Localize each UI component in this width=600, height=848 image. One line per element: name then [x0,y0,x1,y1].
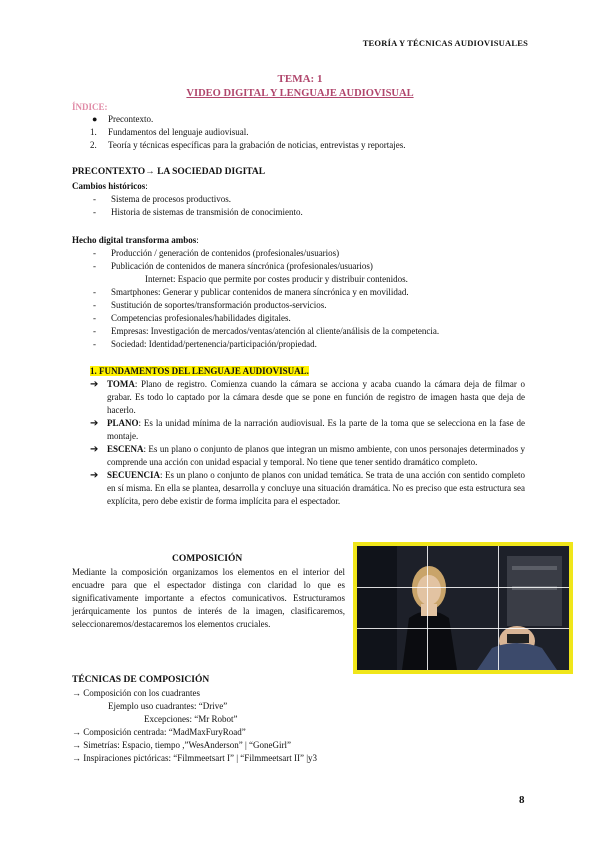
internet-note: Internet: Espacio que permite por costes producir y distribuir contenidos. [145,274,408,285]
page-number: 8 [519,794,525,806]
index-list [90,113,530,152]
list-item: - Publicación de contenidos de manera síncrónica (profesionales/usuarios) [93,261,373,272]
tecnica-line: Ejemplo uso cuadrantes: “Drive” [108,701,228,712]
list-item: - Producción / generación de contenidos (profesionales/usuarios) [93,248,340,258]
hecho-label: Hecho digital transforma ambos: [72,235,199,245]
tecnica-line: → Simetrías: Espacio, tiempo ,”WesAnderson” | “GoneGirl” [72,740,292,751]
chapter-title: VIDEO DIGITAL Y LENGUAJE AUDIOVISUAL [186,88,414,99]
chapter-number: TEMA: 1 [277,73,323,85]
tecnicas-heading: TÉCNICAS DE COMPOSICIÓN [72,675,210,685]
composicion-heading: COMPOSICIÓN [172,554,243,564]
definition-escena: ➔ ESCENA: Es un plano o conjunto de planos que integran un mismo ambiente, con unos personajes determinados y comprende una acción con unidad espacial y temporal. No tiene que tener sentido dramático completo. [90,444,525,468]
definition-toma: ➔ TOMA: Plano de registro. Comienza cuando la cámara se acciona y acaba cuando la cámara deja de filmar o grabar. Es todo lo captado por la cámara desde que se pone en función de registro de imagen hasta que deja de hacerlo. [90,379,525,416]
list-item: - Smartphones: Generar y publicar contenidos de manera síncrónica y en movilidad. [93,287,409,298]
definition-plano: ➔ PLANO: Es la unidad mínima de la narración audiovisual. Es la parte de la toma que se selecciona en la fase de montaje. [90,418,525,442]
cambios-list [93,193,513,219]
fundamentos-heading: 1. FUNDAMENTOS DEL LENGUAJE AUDIOVISUAL. [90,366,309,376]
index-item: 2. Teoría y técnicas específicas para la grabación de noticias, entrevistas y reportajes. [90,140,406,151]
list-item: - Sustitución de soportes/transformación productos-servicios. [93,300,327,311]
tecnica-line: Excepciones: “Mr Robot” [144,714,238,725]
running-header: TEORÍA Y TÉCNICAS AUDIOVISUALES [362,38,528,48]
film-still-illustration [357,546,569,670]
definition-secuencia: ➔ SECUENCIA: Es un plano o conjunto de planos con unidad temática. Se trata de una acción con sentido completo en sí misma. En ella se plantea, desarrolla y concluye una situación dramática. No es preciso que esta estructura sea explícita, pero debe existir de forma implícita para el espectador. [90,470,525,507]
list-item: - Empresas: Investigación de mercados/ventas/atención al cliente/análisis de la competencia. [93,326,440,337]
index-label: ÍNDICE: [72,102,108,112]
list-item: - Competencias profesionales/habilidades digitales. [93,313,291,324]
composicion-paragraph: Mediante la composición organizamos los elementos en el interior del encuadre para que el espectador distinga con claridad lo que es significativamente importante a efectos comunicativos. Estructuramos jerárquicamente los puntos de interés de la imagen, clasificaremos, seleccionaremos/destacaremos los elementos cruciales. [72,567,345,630]
tecnica-line: → Inspiraciones pictóricas: “Filmmeetsart I” | “Filmmeetsart II” |y3 [72,753,318,764]
list-item: - Sociedad: Identidad/pertenencia/participación/propiedad. [93,339,317,350]
tecnica-line: → Composición centrada: “MadMaxFuryRoad” [72,727,246,738]
definitions-list [90,378,525,508]
hecho-list [93,247,533,351]
list-item: - Sistema de procesos productivos. [93,194,231,204]
film-still-image [357,546,569,670]
index-item: 1. Fundamentos del lenguaje audiovisual. [90,127,249,138]
precontexto-heading: PRECONTEXTO→ LA SOCIEDAD DIGITAL [72,167,266,177]
tecnicas-list [72,687,492,765]
tecnica-line: → Composición con los cuadrantes [72,688,200,698]
index-item: ● Precontexto. [92,114,154,124]
cambios-label: Cambios históricos: [72,181,148,191]
list-item: - Historia de sistemas de transmisión de conocimiento. [93,207,303,218]
